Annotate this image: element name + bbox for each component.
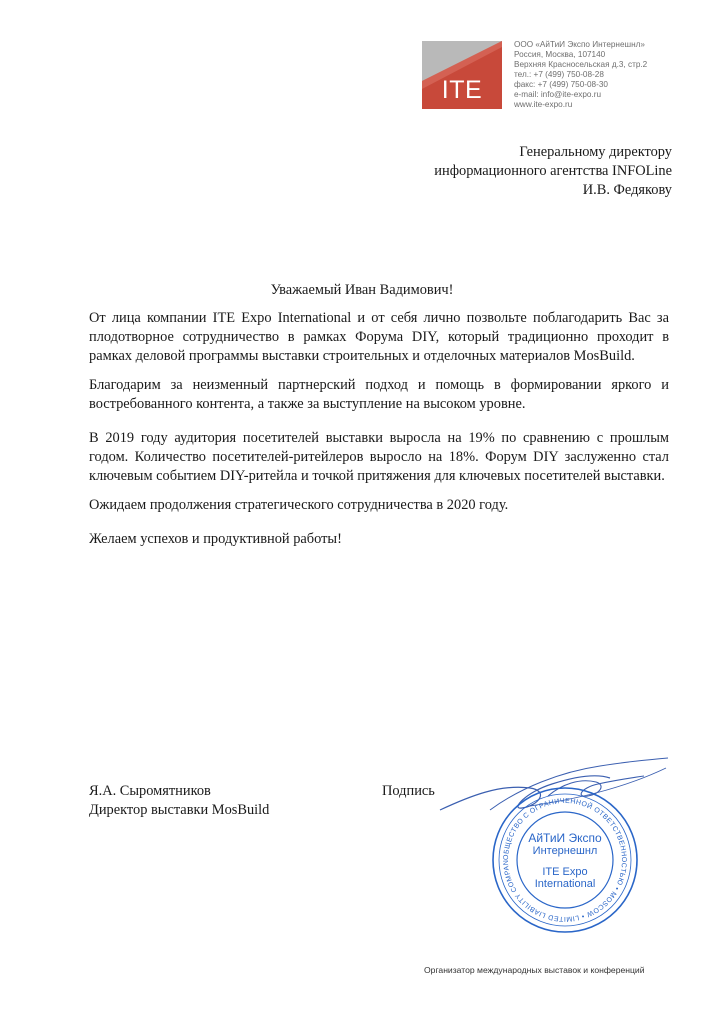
company-country-city: Россия, Москва, 107140 bbox=[514, 50, 606, 59]
body-paragraph-1: От лица компании ITE Expo International и от себя лично позвольте поблагодарить Вас за плодотворное сотрудничество в рамках Форума DIY, который традиционно проходит в рамках деловой программы выставки строительных и отделочных материалов MosBuild. bbox=[89, 310, 669, 364]
body-paragraph-4: Ожидаем продолжения стратегического сотрудничества в 2020 году. bbox=[89, 497, 509, 513]
addressee-name: И.В. Федякову bbox=[582, 182, 672, 198]
signatory-title: Директор выставки MosBuild bbox=[89, 802, 270, 818]
body-paragraph-3: В 2019 году аудитория посетителей выставки выросла на 19% по сравнению с прошлым годом. Количество посетителей-ритейлеров выросло на 18%. Форум DIY заслуженно стал ключевым событием DIY-ритейла и точкой притяжения для ключевых посетителей выставки. bbox=[89, 430, 669, 484]
signatory-name: Я.А. Сыромятников bbox=[89, 783, 211, 799]
letter-footer: Организатор международных выставок и конференций bbox=[424, 965, 645, 975]
addressee-block bbox=[434, 143, 672, 200]
company-stamp bbox=[490, 785, 640, 935]
body-paragraph-2: Благодарим за неизменный партнерский подход и помощь в формировании яркого и востребованного контента, а также за выступление на высоком уровне. bbox=[89, 377, 669, 412]
company-fax: факс: +7 (499) 750-08-30 bbox=[514, 80, 608, 89]
stamp-line-3: ITE Expo bbox=[542, 865, 588, 878]
logo-text: ITE bbox=[441, 76, 483, 104]
company-contact-info bbox=[514, 40, 714, 110]
addressee-position: Генеральному директору bbox=[519, 144, 672, 160]
addressee-organization: информационного агентства INFOLine bbox=[434, 163, 672, 179]
letter-greeting: Уважаемый Иван Вадимович! bbox=[270, 282, 454, 298]
stamp-line-4: International bbox=[534, 877, 596, 890]
stamp-line-1: АйТиИ Экспо bbox=[528, 830, 602, 845]
signatory-block bbox=[89, 782, 269, 820]
stamp-line-2: Интернешнл bbox=[532, 844, 598, 857]
ite-logo bbox=[422, 41, 502, 109]
stamp-center-text bbox=[490, 785, 640, 935]
company-email: e-mail: info@ite-expo.ru bbox=[514, 90, 602, 99]
body-paragraph-5: Желаем успехов и продуктивной работы! bbox=[89, 531, 342, 547]
signature-label: Подпись bbox=[382, 783, 435, 799]
company-phone: тел.: +7 (499) 750-08-28 bbox=[514, 70, 604, 79]
company-name: ООО «АйТиИ Экспо Интернешнл» bbox=[514, 40, 645, 49]
company-address: Верхняя Красносельская д.3, стр.2 bbox=[514, 60, 648, 69]
company-website: www.ite-expo.ru bbox=[514, 100, 573, 109]
stamp-ring-text: ОБЩЕСТВО С ОГРАНИЧЕННОЙ ОТВЕТСТВЕННОСТЬЮ • MOSCOW • LIMITED LIABILITY COMPAN bbox=[502, 797, 628, 923]
